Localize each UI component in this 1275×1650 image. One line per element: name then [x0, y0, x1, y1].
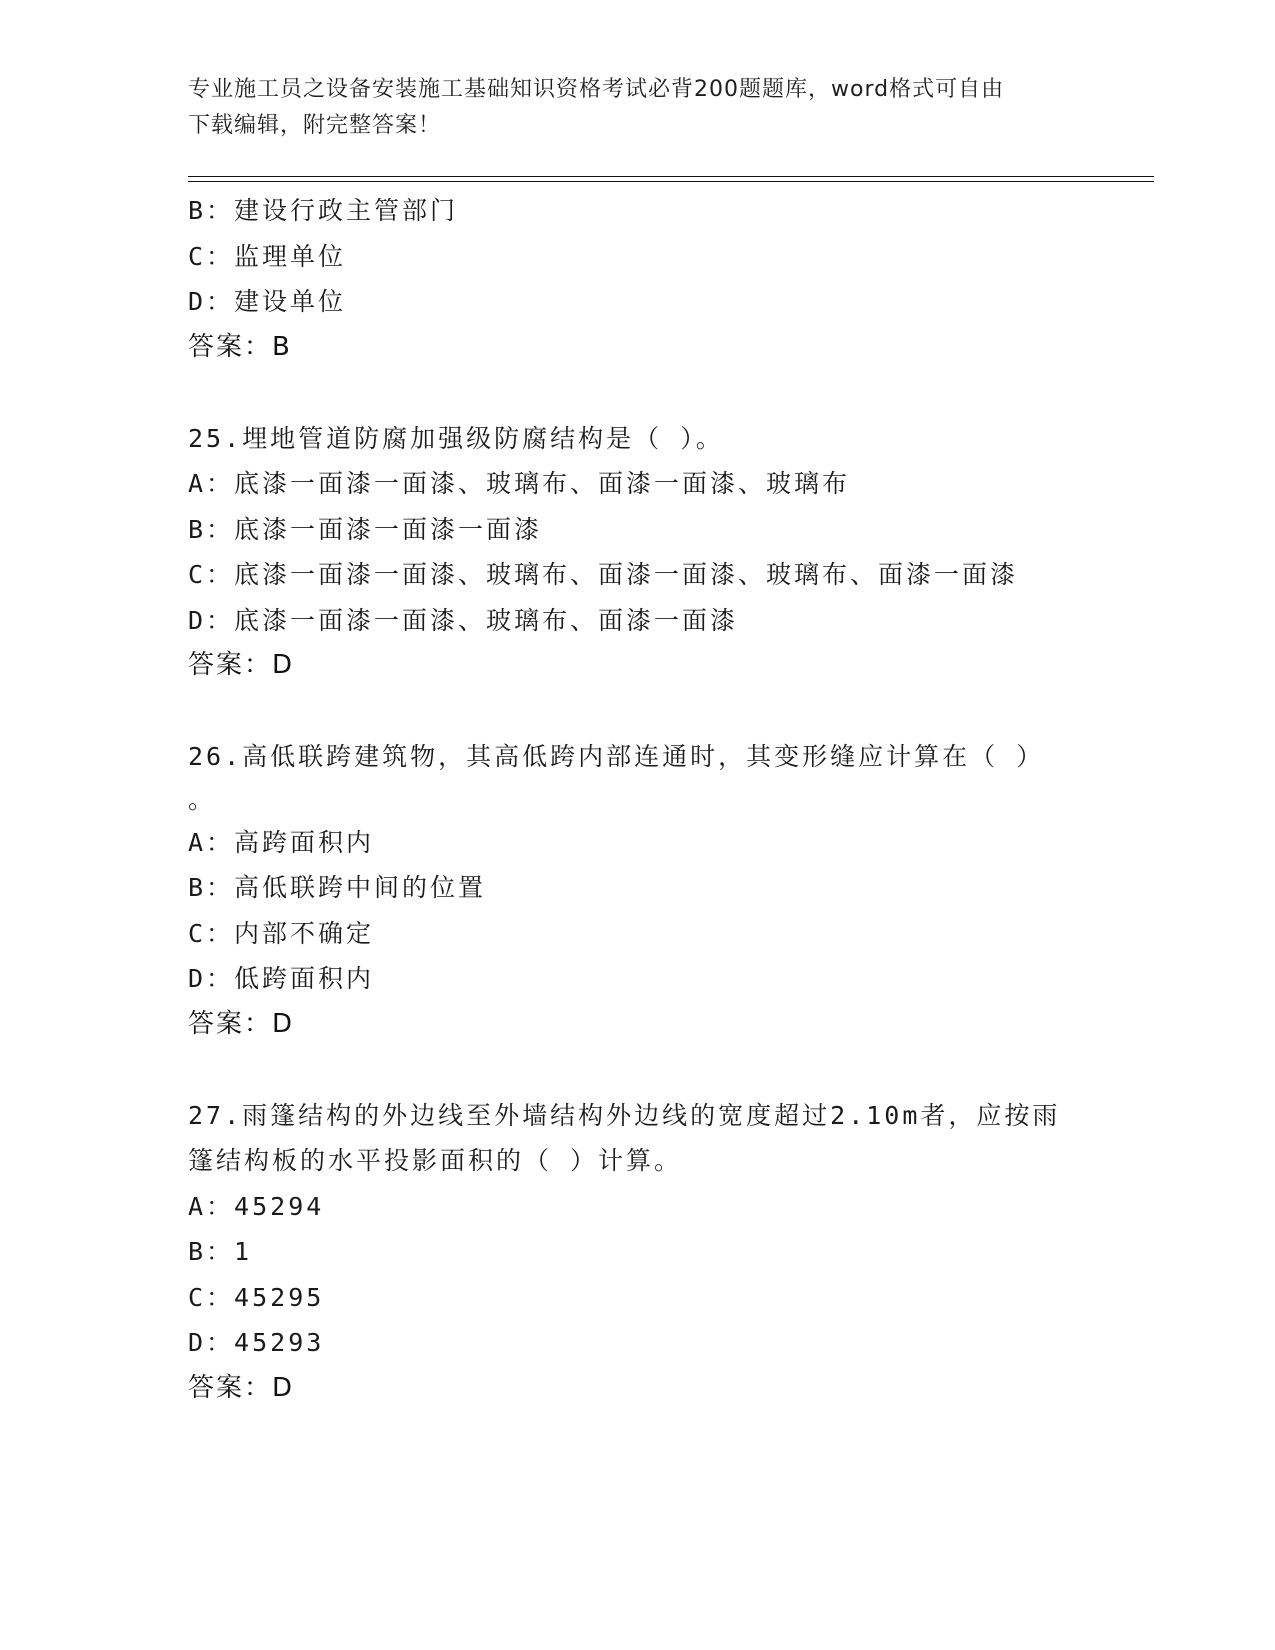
answer: 答案：D [188, 1008, 295, 1039]
option-b: B：底漆一面漆一面漆一面漆 [188, 514, 543, 544]
question-24-block [188, 188, 1088, 370]
question-text-line-1: 27.雨篷结构的外边线至外墙结构外边线的宽度超过2.10m者，应按雨 [188, 1100, 1061, 1130]
document-header [188, 72, 1068, 144]
question-25-block [188, 416, 1088, 689]
answer: 答案：B [188, 331, 292, 362]
answer: 答案：D [188, 650, 295, 680]
answer: 答案：D [188, 1372, 295, 1403]
option-c: C：内部不确定 [188, 918, 375, 948]
option-c: C：45295 [188, 1282, 325, 1312]
header-line-1: 专业施工员之设备安装施工基础知识资格考试必背200题题库，word格式可自由 [188, 77, 1005, 102]
question-text: 25.埋地管道防腐加强级防腐结构是（ ）。 [188, 423, 724, 453]
question-text-line-2: 。 [188, 784, 217, 814]
option-c: C：底漆一面漆一面漆、玻璃布、面漆一面漆、玻璃布、面漆一面漆 [188, 560, 1019, 589]
spacer [188, 689, 1088, 735]
question-26-block [188, 734, 1088, 1047]
question-text-line-1: 26.高低联跨建筑物，其高低跨内部连通时，其变形缝应计算在（ ） [188, 742, 1045, 771]
option-b: B：高低联跨中间的位置 [188, 873, 487, 902]
option-c: C：监理单位 [188, 241, 347, 271]
question-text-line-2: 篷结构板的水平投影面积的（ ）计算。 [188, 1146, 683, 1175]
spacer [188, 370, 1088, 416]
header-rule-bottom [188, 181, 1154, 182]
option-b: B：1 [188, 1237, 253, 1266]
header-line-2: 下载编辑，附完整答案！ [188, 113, 442, 138]
option-a: A：45294 [188, 1191, 325, 1221]
header-rule-top [188, 176, 1154, 177]
option-a: A：底漆一面漆一面漆、玻璃布、面漆一面漆、玻璃布 [188, 469, 851, 498]
option-d: D：45293 [188, 1328, 325, 1357]
option-d: D：底漆一面漆一面漆、玻璃布、面漆一面漆 [188, 605, 739, 635]
option-b: B：建设行政主管部门 [188, 196, 459, 225]
spacer [188, 1047, 1088, 1093]
document-body [188, 188, 1088, 1411]
question-27-block [188, 1093, 1088, 1412]
option-d: D：低跨面积内 [188, 964, 375, 993]
option-d: D：建设单位 [188, 287, 347, 316]
option-a: A：高跨面积内 [188, 827, 375, 857]
